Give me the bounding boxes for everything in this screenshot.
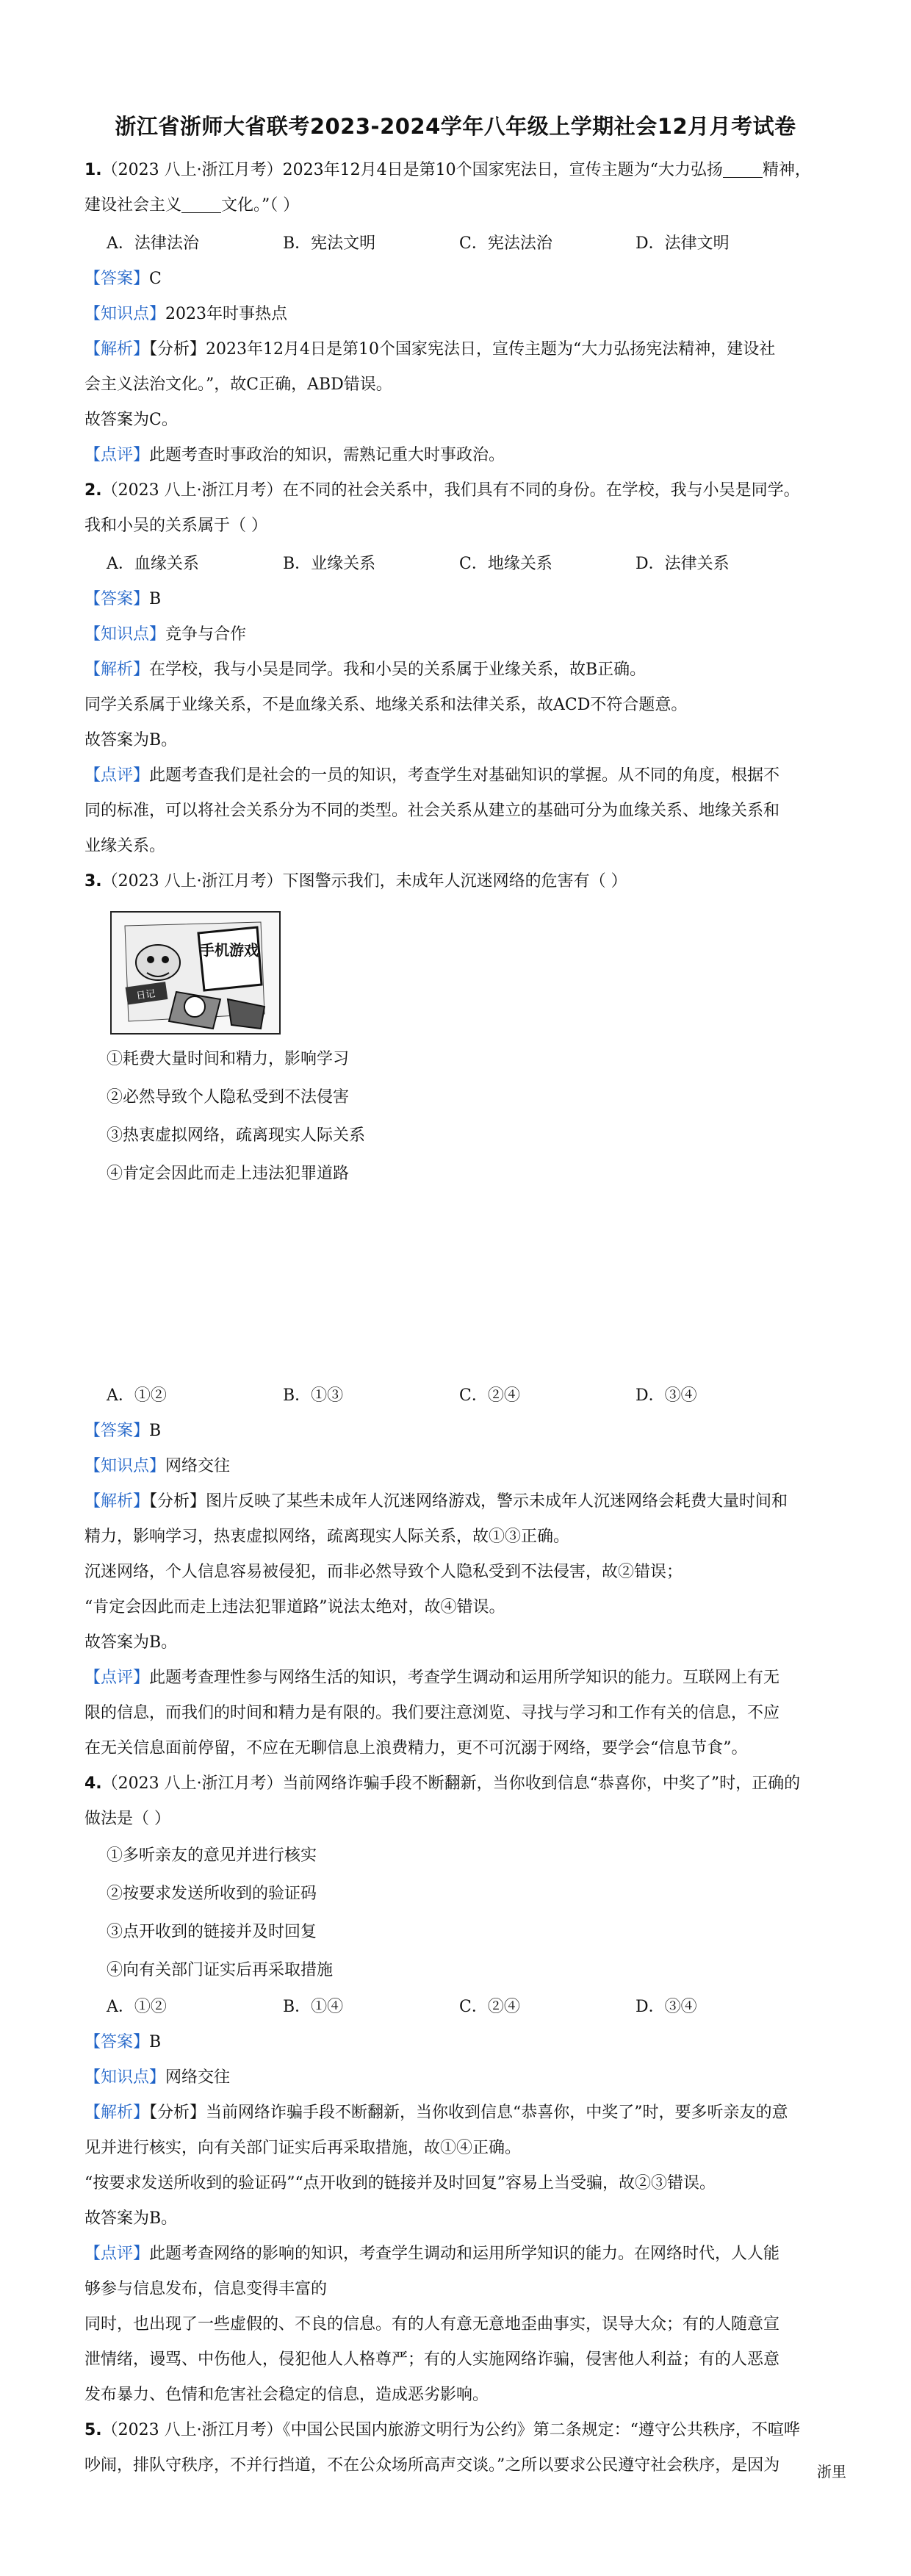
q3-point <box>84 1456 830 1477</box>
q1-comment <box>84 445 830 466</box>
answer-value: B <box>149 1422 162 1440</box>
q4-point <box>84 2068 830 2088</box>
q3-comment <box>84 1668 830 1688</box>
q1-stem-part: （2023 八上·浙江月考）2023年12月4日是第10个国家宪法日，宣传主题为“大力弘扬 <box>101 161 723 179</box>
q3-analysis-line: “肯定会因此而走上违法犯罪道路”说法太绝对，故④错误。 <box>84 1598 505 1616</box>
q2-point <box>84 625 830 645</box>
analysis-text: 【分析】当前网络诈骗手段不断翻新，当你收到信息“恭喜你，中奖了”时，要多听亲友的意 <box>149 2104 788 2122</box>
option-a[interactable]: A．血缘关系 <box>107 555 199 573</box>
q1-stem-part: 文化。”（ ） <box>221 196 300 215</box>
analysis-tag: 【解析】 <box>84 2104 150 2122</box>
q3-analysis-line: 精力，影响学习，热衷虚拟网络，疏离现实人际关系，故①③正确。 <box>84 1528 570 1546</box>
q1-stem-part: 精神， <box>762 161 811 179</box>
page-title: 浙江省浙师大省联考2023-2024学年八年级上学期社会12月月考试卷 <box>115 114 796 139</box>
q3-item: ①耗费大量时间和精力，影响学习 <box>107 1050 350 1068</box>
q2-comment-line: 同的标准，可以将社会关系分为不同的类型。社会关系从建立的基础可分为血缘关系、地缘关系和 <box>84 802 780 820</box>
option-b[interactable]: B．①③ <box>283 1386 344 1405</box>
comment-tag: 【点评】 <box>84 446 150 464</box>
q1-analysis-line: 故答案为C。 <box>84 411 178 429</box>
comment-text: 此题考查时事政治的知识，需熟记重大时事政治。 <box>149 446 505 464</box>
knowledge-point-tag: 【知识点】 <box>84 625 166 644</box>
q4-number: 4. <box>84 1774 102 1793</box>
q2-stem-line <box>84 481 830 501</box>
comment-text: 此题考查网络的影响的知识，考查学生调动和运用所学知识的能力。在网络时代，人人能 <box>149 2245 780 2263</box>
analysis-tag: 【解析】 <box>84 340 150 359</box>
q1-number: 1. <box>84 161 102 179</box>
option-d[interactable]: D．③④ <box>635 1998 697 2016</box>
q1-stem-line-1 <box>84 160 830 181</box>
q3-stem-text: （2023 八上·浙江月考）下图警示我们，未成年人沉迷网络的危害有（ ） <box>101 872 627 891</box>
q1-analysis-line: 会主义法治文化。”，故C正确，ABD错误。 <box>84 375 392 394</box>
q4-comment-line: 泄情绪，谩骂、中伤他人，侵犯他人人格尊严；有的人实施网络诈骗，侵害他人利益；有的人恶意 <box>84 2350 780 2369</box>
option-a[interactable]: A．①② <box>107 1386 167 1405</box>
q1-stem-part: 建设社会主义 <box>84 196 182 215</box>
option-b[interactable]: B．业缘关系 <box>283 555 376 573</box>
q4-stem-line: 做法是（ ） <box>84 1810 170 1828</box>
option-b[interactable]: B．①④ <box>283 1998 344 2016</box>
q2-stem-text: （2023 八上·浙江月考）在不同的社会关系中，我们具有不同的身份。在学校，我与小吴是同学。 <box>101 481 800 500</box>
blank-line <box>723 164 763 178</box>
q4-comment-line: 发布暴力、色情和危害社会稳定的信息，造成恶劣影响。 <box>84 2386 489 2404</box>
q3-analysis-line: 沉迷网络，个人信息容易被侵犯，而非必然导致个人隐私受到不法侵害，故②错误； <box>84 1563 683 1581</box>
knowledge-point-value: 网络交往 <box>165 2068 231 2087</box>
comment-tag: 【点评】 <box>84 2245 150 2263</box>
q3-comment-line: 限的信息，而我们的时间和精力是有限的。我们要注意浏览、寻找与学习和工作有关的信息，不应 <box>84 1704 780 1722</box>
q1-analysis-line <box>84 339 830 360</box>
q2-analysis-line <box>84 660 830 680</box>
q2-answer <box>84 589 830 610</box>
comment-tag: 【点评】 <box>84 766 150 785</box>
q4-item: ②按要求发送所收到的验证码 <box>107 1885 317 1903</box>
q1-answer <box>84 269 830 289</box>
q3-number: 3. <box>84 872 102 891</box>
comment-tag: 【点评】 <box>84 1669 150 1687</box>
q3-comment-line: 在无关信息面前停留，不应在无聊信息上浪费精力，更不可沉溺于网络，要学会“信息节食”。 <box>84 1739 748 1757</box>
knowledge-point-value: 2023年时事热点 <box>165 305 288 323</box>
q3-analysis-line <box>84 1492 830 1512</box>
q4-analysis-line: “按要求发送所收到的验证码”“点开收到的链接并及时回复”容易上当受骗，故②③错误。 <box>84 2174 716 2192</box>
option-c[interactable]: C．②④ <box>459 1386 520 1405</box>
analysis-text: 【分析】2023年12月4日是第10个国家宪法日，宣传主题为“大力弘扬宪法精神，建设社 <box>149 340 776 359</box>
option-c[interactable]: C．地缘关系 <box>459 555 552 573</box>
phone-game-label <box>200 941 259 959</box>
option-a[interactable]: A．①② <box>107 1998 167 2016</box>
q5-number: 5. <box>84 2421 102 2439</box>
q3-item: ③热衷虚拟网络，疏离现实人际关系 <box>107 1126 366 1145</box>
q5-stem-line: 吵闹，排队守秩序，不并行挡道，不在公众场所高声交谈。”之所以要求公民遵守社会秩序，是因为 <box>84 2456 780 2475</box>
q4-stem-text: （2023 八上·浙江月考）当前网络诈骗手段不断翻新，当你收到信息“恭喜你，中奖了”时，正确的 <box>101 1774 801 1793</box>
q5-stem-line <box>84 2420 830 2441</box>
answer-tag: 【答案】 <box>84 270 150 288</box>
knowledge-point-tag: 【知识点】 <box>84 2068 166 2087</box>
q4-comment-line: 够参与信息发布，信息变得丰富的 <box>84 2280 328 2298</box>
q4-comment-line: 同时，也出现了一些虚假的、不良的信息。有的人有意无意地歪曲事实，误导大众；有的人随意宣 <box>84 2315 780 2334</box>
analysis-text: 【分析】图片反映了某些未成年人沉迷网络游戏，警示未成年人沉迷网络会耗费大量时间和 <box>149 1492 788 1511</box>
comment-text: 此题考查我们是社会的一员的知识，考查学生对基础知识的掌握。从不同的角度，根据不 <box>149 766 780 785</box>
q4-item: ④向有关部门证实后再采取措施 <box>107 1961 334 1979</box>
q2-comment-line: 业缘关系。 <box>84 837 166 855</box>
q3-analysis-line: 故答案为B。 <box>84 1633 178 1652</box>
knowledge-point-tag: 【知识点】 <box>84 1457 166 1475</box>
answer-tag: 【答案】 <box>84 2033 150 2051</box>
knowledge-point-value: 竞争与合作 <box>165 625 247 644</box>
q4-item: ①多听亲友的意见并进行核实 <box>107 1846 317 1865</box>
analysis-tag: 【解析】 <box>84 661 150 679</box>
diary-label: 日记 <box>135 988 156 1002</box>
q4-stem-line <box>84 1774 830 1794</box>
q4-analysis-line: 故答案为B。 <box>84 2209 178 2228</box>
knowledge-point-value: 网络交往 <box>165 1457 231 1475</box>
q2-analysis-line: 同学关系属于业缘关系，不是血缘关系、地缘关系和法律关系，故ACD不符合题意。 <box>84 696 688 714</box>
q4-answer <box>84 2032 830 2053</box>
q2-number: 2. <box>84 481 102 500</box>
q2-comment <box>84 766 830 786</box>
blank-line <box>181 199 221 213</box>
q3-answer <box>84 1421 830 1442</box>
q1-point <box>84 304 830 325</box>
option-c[interactable]: C．宪法法治 <box>459 234 552 253</box>
phone-icon <box>198 927 262 990</box>
option-d[interactable]: D．法律关系 <box>635 555 730 573</box>
answer-value: B <box>149 2033 162 2051</box>
knowledge-point-tag: 【知识点】 <box>84 305 166 323</box>
q5-stem-text: （2023 八上·浙江月考）《中国公民国内旅游文明行为公约》第二条规定：“遵守公共秩序，不喧哗 <box>101 2421 800 2439</box>
q4-item: ③点开收到的链接并及时回复 <box>107 1923 317 1941</box>
q2-analysis-line: 故答案为B。 <box>84 731 178 749</box>
answer-tag: 【答案】 <box>84 590 150 608</box>
option-c[interactable]: C．②④ <box>459 1998 520 2016</box>
q3-stem-line <box>84 871 830 892</box>
q2-stem-line: 我和小吴的关系属于（ ） <box>84 517 267 535</box>
q3-item: ②必然导致个人隐私受到不法侵害 <box>107 1088 350 1107</box>
q4-comment <box>84 2244 830 2264</box>
answer-value: B <box>149 590 162 608</box>
option-d[interactable]: D．法律文明 <box>635 234 730 253</box>
option-d[interactable]: D．③④ <box>635 1386 697 1405</box>
cartoon-illustration <box>110 911 281 1035</box>
comment-text: 此题考查理性参与网络生活的知识，考查学生调动和运用所学知识的能力。互联网上有无 <box>149 1669 780 1687</box>
svg-text:手机游戏: 手机游戏 <box>200 941 259 959</box>
q3-item: ④肯定会因此而走上违法犯罪道路 <box>107 1165 350 1183</box>
option-a[interactable]: A．法律法治 <box>107 234 199 253</box>
q4-analysis-line: 见并进行核实，向有关部门证实后再采取措施，故①④正确。 <box>84 2139 522 2157</box>
option-b[interactable]: B．宪法文明 <box>283 234 376 253</box>
page-footer: 浙里 <box>817 2463 846 2480</box>
analysis-tag: 【解析】 <box>84 1492 150 1511</box>
answer-value: C <box>149 270 162 288</box>
analysis-text: 在学校，我与小吴是同学。我和小吴的关系属于业缘关系，故B正确。 <box>149 661 647 679</box>
q1-stem-line-2 <box>84 195 830 216</box>
answer-tag: 【答案】 <box>84 1422 150 1440</box>
q4-analysis-line <box>84 2103 830 2123</box>
